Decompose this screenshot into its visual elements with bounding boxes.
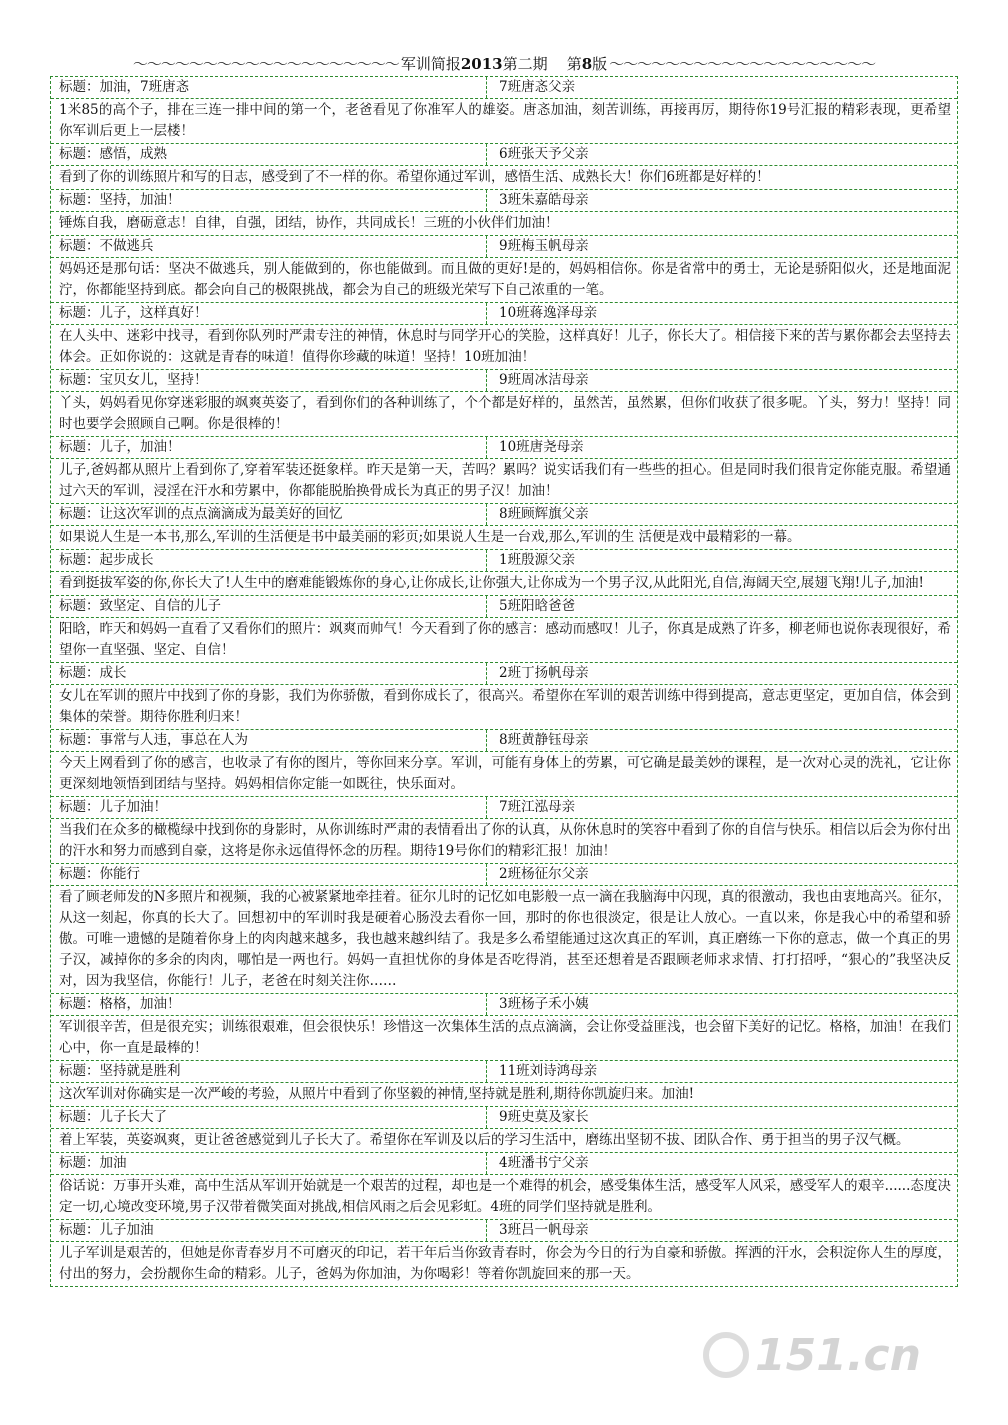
- message-author: 9班梅玉帆母亲: [499, 238, 589, 254]
- message-body: 儿子军训是艰苦的，但她是你青春岁月不可磨灭的印记，若干年后当你致青春时，你会为今日的行为自豪和骄傲。挥洒的汗水，会积淀你人生的厚度，付出的努力，会扮靓你生命的精彩。儿子，爸妈为你加油，为你喝彩！等着你凯旋回来的那一天。: [59, 1245, 951, 1282]
- message-title: 标题：不做逃兵: [51, 236, 487, 257]
- message-table: [50, 76, 958, 1287]
- message-body: 看到了你的训练照片和写的日志，感受到了不一样的你。希望你通过军训，感悟生活、成熟长大！你们6班都是好样的！: [59, 169, 770, 185]
- message-header-row: [51, 504, 957, 526]
- message-entry: [51, 1220, 957, 1286]
- header-title-prefix: 军训简报: [400, 55, 461, 73]
- message-entry: [51, 663, 957, 730]
- message-entry: [51, 303, 957, 370]
- message-author: 3班吕一帆母亲: [499, 1222, 589, 1238]
- message-author: 9班史莫及家长: [499, 1109, 589, 1125]
- message-entry: [51, 236, 957, 303]
- message-entry: [51, 1153, 957, 1220]
- message-header-row: [51, 236, 957, 258]
- message-header-row: [51, 797, 957, 819]
- message-author: 1班殷源父亲: [499, 552, 576, 568]
- message-title: 标题：坚持就是胜利: [51, 1061, 487, 1082]
- message-body: 女儿在军训的照片中找到了你的身影，我们为你骄傲，看到你成长了，很高兴。希望你在军训的艰苦训练中得到提高，意志更坚定，更加自信，体会到集体的荣誉。期待你胜利归来！: [59, 688, 951, 725]
- message-header-row: [51, 1220, 957, 1242]
- message-title: 标题：儿子长大了: [51, 1107, 487, 1128]
- watermark-text: 151.cn: [755, 1329, 921, 1381]
- message-entry: [51, 797, 957, 864]
- message-title: 标题：坚持，加油！: [51, 190, 487, 211]
- message-header-row: [51, 730, 957, 752]
- message-header-row: [51, 437, 957, 459]
- message-entry: [51, 550, 957, 596]
- watermark-logo-icon: [703, 1332, 749, 1378]
- message-author: 10班唐尧母亲: [499, 439, 584, 455]
- message-author: 11班刘诗鸿母亲: [499, 1063, 598, 1079]
- message-title: 标题：儿子，这样真好！: [51, 303, 487, 324]
- header-wave-right: ～～～～～～～～～～～～～～～～～～～: [609, 55, 876, 73]
- message-body: 阳晗，昨天和妈妈一直看了又看你们的照片：飒爽而帅气！今天看到了你的感言：感动而感叹！儿子，你真是成熟了许多，柳老师也说你表现很好，希望你一直坚强、坚定、自信！: [59, 621, 951, 658]
- message-header-row: [51, 190, 957, 212]
- message-entry: [51, 77, 957, 144]
- message-body: 军训很辛苦，但是很充实；训练很艰难，但会很快乐！珍惜这一次集体生活的点点滴滴，会让你受益匪浅，也会留下美好的记忆。格格，加油！在我们心中，你一直是最棒的！: [59, 1019, 951, 1056]
- message-entry: [51, 504, 957, 550]
- message-body: 今天上网看到了你的感言，也收录了有你的图片，等你回来分享。军训，可能有身体上的劳累，可它确是最美妙的课程，是一次对心灵的洗礼，它让你更深刻地领悟到团结与坚持。妈妈相信你定能一如既往，快乐面对。: [59, 755, 951, 792]
- message-title: 标题：儿子加油！: [51, 797, 487, 818]
- message-entry: [51, 1107, 957, 1153]
- message-author: 5班阳晗爸爸: [499, 598, 576, 614]
- message-body: 着上军装，英姿飒爽，更让爸爸感觉到儿子长大了。希望你在军训及以后的学习生活中，磨练出坚韧不拔、团队合作、勇于担当的男子汉气概。: [59, 1132, 910, 1148]
- message-body: 锤炼自我，磨砺意志！自律，自强，团结，协作，共同成长！三班的小伙伴们加油！: [59, 215, 559, 231]
- message-title: 标题：成长: [51, 663, 487, 684]
- message-body: 这次军训对你确实是一次严峻的考验，从照片中看到了你坚毅的神情,坚持就是胜利,期待你凯旋归来。加油!: [59, 1086, 695, 1102]
- message-title: 标题：儿子加油: [51, 1220, 487, 1241]
- message-header-row: [51, 1153, 957, 1175]
- header-wave-left: ～～～～～～～～～～～～～～～～～～～: [132, 55, 399, 73]
- message-author: 8班黄静钰母亲: [499, 732, 589, 748]
- header-page-label-post: 版: [592, 55, 608, 73]
- message-body: 妈妈还是那句话：坚决不做逃兵，别人能做到的，你也能做到。而且做的更好!是的，妈妈相信你。你是省常中的勇士，无论是骄阳似火，还是地面泥泞，你都能坚持到底。都会向自己的极限挑战，都会为自己的班级光荣写下自己浓重的一笔。: [59, 261, 951, 298]
- message-header-row: [51, 994, 957, 1016]
- message-title: 标题：起步成长: [51, 550, 487, 571]
- message-author: 9班周冰洁母亲: [499, 372, 589, 388]
- message-body: 看到挺拔军姿的你,你长大了!人生中的磨难能锻炼你的身心,让你成长,让你强大,让你成为一个男子汉,从此阳光,自信,海阔天空,展翅飞翔!儿子,加油!: [59, 575, 924, 591]
- message-header-row: [51, 77, 957, 99]
- message-body: 在人头中、迷彩中找寻，看到你队列时严肃专注的神情，休息时与同学开心的笑脸，这样真好！儿子，你长大了。相信接下来的苦与累你都会去坚持去体会。正如你说的：这就是青春的味道！值得你珍藏的味道！坚持！10班加油！: [59, 328, 951, 365]
- message-author: 3班朱嘉皓母亲: [499, 192, 589, 208]
- message-entry: [51, 190, 957, 236]
- message-title: 标题：宝贝女儿，坚持！: [51, 370, 487, 391]
- message-header-row: [51, 1061, 957, 1083]
- message-body: 当我们在众多的橄榄绿中找到你的身影时，从你训练时严肃的表情看出了你的认真，从你休息时的笑容中看到了你的自信与快乐。相信以后会为你付出的汗水和努力而感到自豪，这将是你永远值得怀念的历程。期待19号你们的精彩汇报！加油！: [59, 822, 951, 859]
- message-body: 俗话说：万事开头难，高中生活从军训开始就是一个艰苦的过程，却也是一个难得的机会，感受集体生活，感受军人风采，感受军人的艰辛......态度决定一切,心境改变环境,男子汉带着微笑面对挑战,相信风雨之后会见彩虹。4班的同学们坚持就是胜利。: [59, 1178, 951, 1215]
- message-header-row: [51, 663, 957, 685]
- message-author: 6班张天予父亲: [499, 146, 589, 162]
- message-entry: [51, 437, 957, 504]
- message-title: 标题：加油，7班唐忞: [51, 77, 487, 98]
- message-title: 标题：事常与人违，事总在人为: [51, 730, 487, 751]
- message-author: 7班唐忞父亲: [499, 79, 576, 95]
- header-title: [399, 53, 609, 75]
- message-entry: [51, 144, 957, 190]
- message-entry: [51, 994, 957, 1061]
- message-body: 1米85的高个子，排在三连一排中间的第一个，老爸看见了你准军人的雄姿。唐忞加油，刻苦训练，再接再厉，期待你19号汇报的精彩表现，更希望你军训后更上一层楼！: [59, 102, 951, 139]
- site-watermark: [703, 1325, 953, 1385]
- message-title: 标题：儿子，加油！: [51, 437, 487, 458]
- message-header-row: [51, 370, 957, 392]
- message-body: 儿子,爸妈都从照片上看到你了,穿着军装还挺象样。昨天是第一天，苦吗？累吗？说实话我们有一些些的担心。但是同时我们很肯定你能克服。希望通过六天的军训，浸淫在汗水和劳累中，你都能脱胎换骨成长为真正的男子汉！加油！: [59, 462, 951, 499]
- message-author: 10班蒋逸泽母亲: [499, 305, 598, 321]
- message-entry: [51, 1061, 957, 1107]
- message-entry: [51, 864, 957, 994]
- message-author: 4班潘书宁父亲: [499, 1155, 589, 1171]
- message-author: 2班杨征尔父亲: [499, 866, 589, 882]
- message-header-row: [51, 550, 957, 572]
- header-year: 2013: [460, 55, 503, 73]
- message-title: 标题：让这次军训的点点滴滴成为最美好的回忆: [51, 504, 487, 525]
- message-author: 3班杨子禾小姨: [499, 996, 589, 1012]
- page-header: [58, 52, 950, 76]
- message-entry: [51, 370, 957, 437]
- message-author: 7班江泓母亲: [499, 799, 576, 815]
- header-page-number: 8: [581, 55, 593, 73]
- message-title: 标题：感悟，成熟: [51, 144, 487, 165]
- message-title: 标题：加油: [51, 1153, 487, 1174]
- message-title: 标题：格格，加油！: [51, 994, 487, 1015]
- message-header-row: [51, 144, 957, 166]
- header-issue: 第二期: [502, 55, 548, 73]
- message-header-row: [51, 303, 957, 325]
- message-body: 丫头，妈妈看见你穿迷彩服的飒爽英姿了，看到你们的各种训练了，个个都是好样的，虽然苦，虽然累，但你们收获了很多呢。丫头，努力！坚持！同时也要学会照顾自己啊。你是很棒的！: [59, 395, 951, 432]
- header-page-label-pre: 第: [566, 55, 582, 73]
- message-title: 标题：致坚定、自信的儿子: [51, 596, 487, 617]
- message-title: 标题：你能行: [51, 864, 487, 885]
- message-author: 8班顾辉旗父亲: [499, 506, 589, 522]
- message-body: 如果说人生是一本书,那么,军训的生活便是书中最美丽的彩页;如果说人生是一台戏,那么,军训的生 活便是戏中最精彩的一幕。: [59, 529, 801, 545]
- message-header-row: [51, 596, 957, 618]
- message-header-row: [51, 864, 957, 886]
- message-body: 看了顾老师发的N多照片和视频，我的心被紧紧地牵挂着。征尔儿时的记忆如电影般一点一滴在我脑海中闪现，真的很激动，我也由衷地高兴。征尔，从这一刻起，你真的长大了。回想初中的军训时我是硬着心肠没去看你一回，那时的你也很淡定，很是让人放心。一直以来，你是我心中的希望和骄傲。可唯一遗憾的是随着你身上的肉肉越来越多，我也越来越纠结了。我是多么希望能通过这次真正的军训，真正磨练一下你的意志，做一个真正的男子汉，减掉你的多余的肉肉，哪怕是一两也行。妈妈一直担忧你的身体是否吃得消，甚至还想着是否跟顾老师求求情、打打招呼，“狠心的”我坚决反对，因为我坚信，你能行！儿子，老爸在时刻关注你……: [59, 889, 951, 989]
- message-author: 2班丁扬帆母亲: [499, 665, 589, 681]
- message-entry: [51, 730, 957, 797]
- message-entry: [51, 596, 957, 663]
- message-header-row: [51, 1107, 957, 1129]
